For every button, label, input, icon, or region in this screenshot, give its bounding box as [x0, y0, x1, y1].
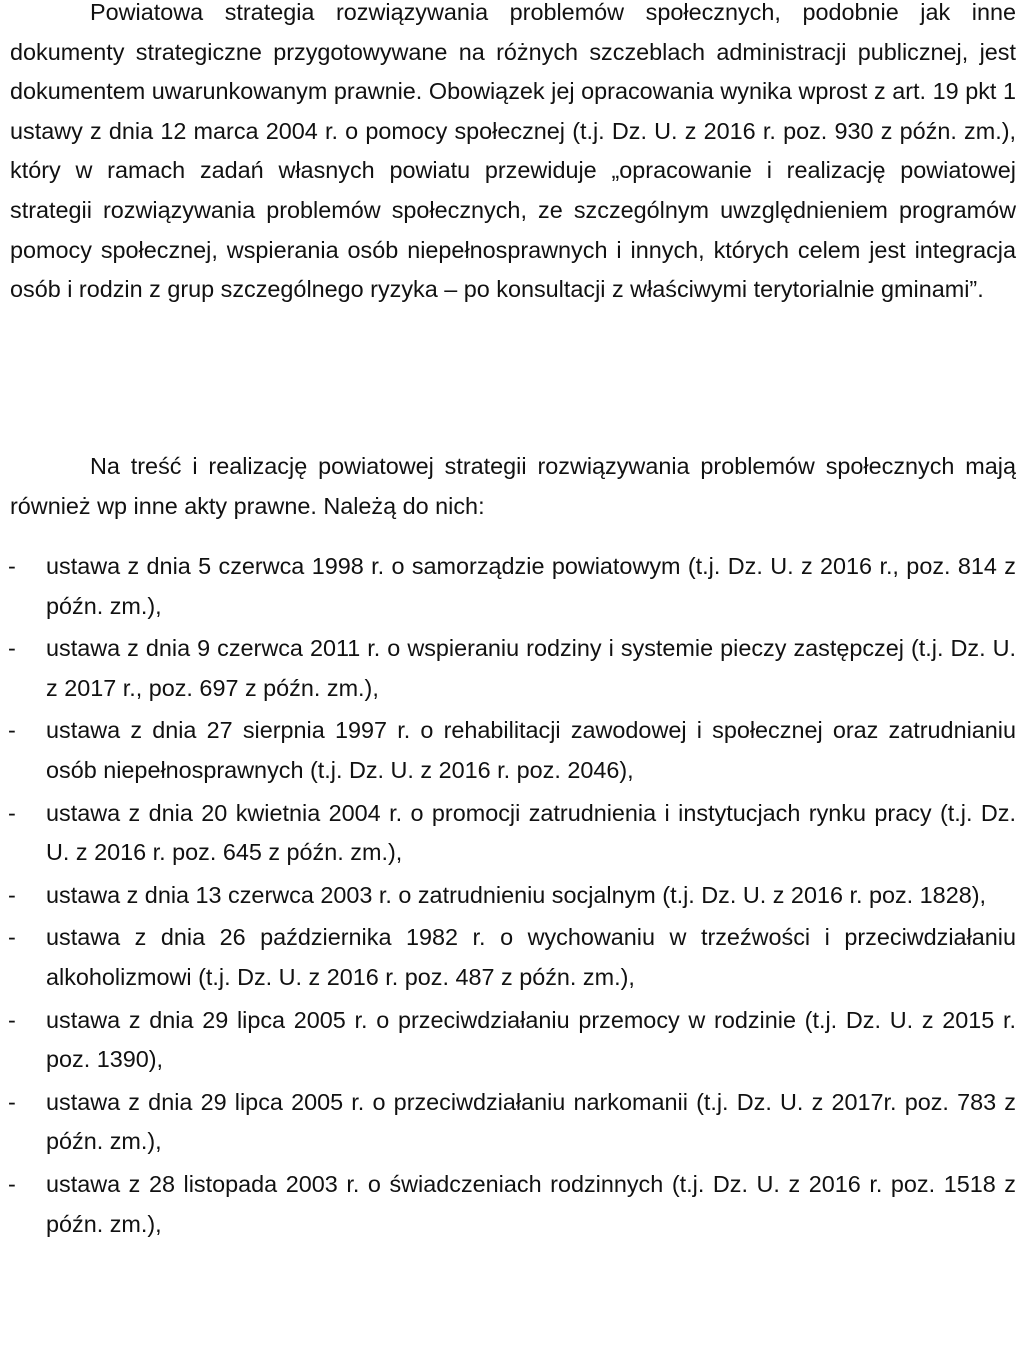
list-dash: -	[8, 553, 16, 579]
list-dash: -	[8, 924, 16, 951]
list-item-text: ustawa z dnia 26 października 1982 r. o wychowaniu w trzeźwości i przeciwdziałaniu alkoholizmowi (t.j. Dz. U. z 2016 r. poz. 487 z późn. zm.),	[46, 924, 1016, 990]
list-dash: -	[8, 1088, 16, 1115]
list-item-text: ustawa z dnia 29 lipca 2005 r. o przeciwdziałaniu narkomanii (t.j. Dz. U. z 2017r. poz. 783 z późn. zm.),	[46, 1088, 1016, 1155]
list-item	[0, 1083, 1024, 1162]
list-item	[0, 1001, 1024, 1080]
list-item	[0, 547, 1024, 626]
list-item	[0, 876, 1024, 916]
list-item	[0, 1165, 1024, 1244]
list-dash: -	[8, 635, 16, 662]
intro-paragraph	[10, 0, 1016, 310]
list-dash: -	[8, 717, 16, 744]
list-item	[0, 794, 1024, 873]
list-item-text: ustawa z dnia 9 czerwca 2011 r. o wspieraniu rodziny i systemie pieczy zastępczej (t.j. Dz. U. z 2017 r., poz. 697 z późn. zm.),	[46, 635, 1016, 701]
list-item	[0, 918, 1024, 997]
legal-acts-list	[0, 547, 1024, 1247]
second-paragraph-text: Na treść i realizację powiatowej strategii rozwiązywania problemów społecznych mają również wp inne akty prawne. Należą do nich:	[10, 453, 1016, 519]
intro-paragraph-text: Powiatowa strategia rozwiązywania problemów społecznych, podobnie jak inne dokumenty strategiczne przygotowywane na różnych szczeblach administracji publicznej, jest dokumentem uwarunkowanym prawnie. Obowiązek jej opracowania wynika wprost z art. 19 pkt 1 ustawy z dnia 12 marca 2004 r. o pomocy społecznej (t.j. Dz. U. z 2016 r. poz. 930 z późn. zm.), który w ramach zadań własnych powiatu przewiduje „opracowanie i realizację powiatowej strategii rozwiązywania problemów społecznych, ze szczególnym uwzględnieniem programów pomocy społecznej, wspierania osób niepełnosprawnych i innych, których celem jest integracja osób i rodzin z grup szczególnego ryzyka – po konsultacji z właściwymi terytorialnie gminami”.	[10, 0, 1016, 303]
list-item-text: ustawa z 28 listopada 2003 r. o świadczeniach rodzinnych (t.j. Dz. U. z 2016 r. poz. 1518 z późn. zm.),	[46, 1170, 1016, 1237]
list-item-text: ustawa z dnia 20 kwietnia 2004 r. o promocji zatrudnienia i instytucjach rynku pracy (t.j. Dz. U. z 2016 r. poz. 645 z późn. zm.),	[46, 799, 1016, 866]
list-dash: -	[8, 799, 16, 826]
list-item	[0, 629, 1024, 708]
list-item-text: ustawa z dnia 27 sierpnia 1997 r. o rehabilitacji zawodowej i społecznej oraz zatrudnianiu osób niepełnosprawnych (t.j. Dz. U. z 2016 r. poz. 2046),	[46, 717, 1016, 783]
list-dash: -	[8, 881, 16, 908]
list-item-text: ustawa z dnia 29 lipca 2005 r. o przeciwdziałaniu przemocy w rodzinie (t.j. Dz. U. z 2015 r. poz. 1390),	[46, 1006, 1016, 1073]
list-item-text: ustawa z dnia 5 czerwca 1998 r. o samorządzie powiatowym (t.j. Dz. U. z 2016 r., poz. 814 z późn. zm.),	[46, 553, 1016, 619]
second-paragraph	[10, 447, 1016, 526]
list-dash: -	[8, 1170, 16, 1197]
list-item	[0, 711, 1024, 790]
list-dash: -	[8, 1006, 16, 1033]
list-item-text: ustawa z dnia 13 czerwca 2003 r. o zatrudnieniu socjalnym (t.j. Dz. U. z 2016 r. poz. 1828),	[46, 881, 986, 908]
